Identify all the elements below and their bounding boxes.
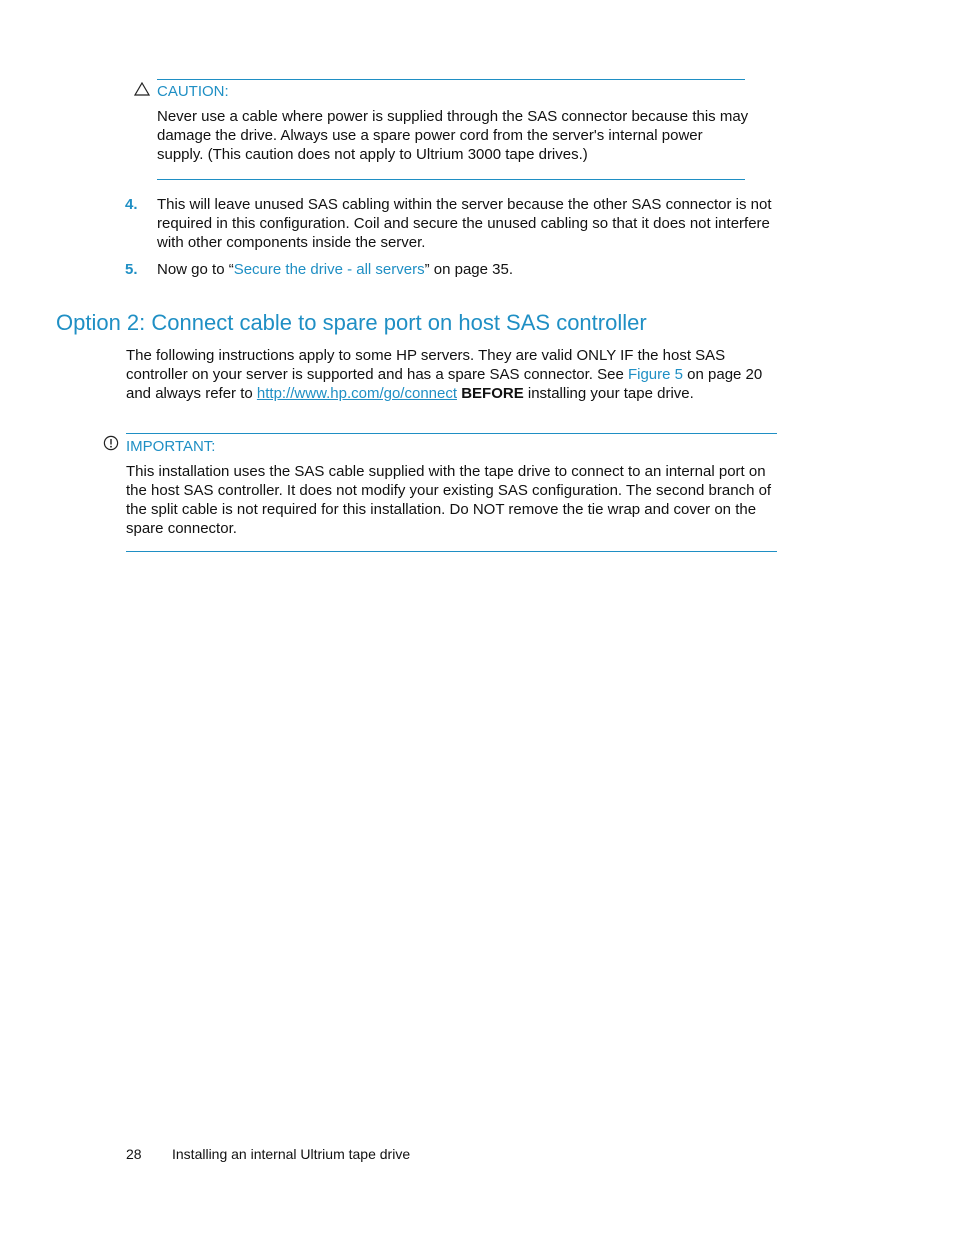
section-intro — [126, 346, 791, 403]
step-number: 5. — [125, 261, 138, 278]
important-top-rule — [126, 433, 777, 434]
step-number: 4. — [125, 196, 138, 213]
caution-text: Never use a cable where power is supplied through the SAS connector because this may damage the drive. Always use a spare power cord from the server's internal power supply. (This caution does not apply to Ultrium 3000 tape drives.) — [157, 108, 749, 163]
caution-bottom-rule — [157, 179, 745, 180]
important-bottom-rule — [126, 551, 777, 552]
step-text — [157, 260, 782, 279]
caution-label: CAUTION: — [157, 83, 229, 100]
important-label: IMPORTANT: — [126, 438, 216, 455]
intro-text: installing your tape drive. — [523, 385, 694, 402]
intro-text: on page 20 and always refer to — [126, 366, 763, 402]
before-bold-text: BEFORE — [461, 385, 524, 402]
secure-drive-link[interactable]: Secure the drive - all servers — [233, 261, 425, 278]
intro-text: The following instructions apply to some HP servers. They are valid ONLY IF the host SAS controller on your server is supported and has a spare SAS connector. See — [126, 347, 726, 383]
caution-top-rule — [157, 79, 745, 80]
footer-title: Installing an internal Ultrium tape drive — [172, 1146, 411, 1162]
step-text-suffix: ” on page 35. — [424, 261, 514, 278]
hp-connect-link[interactable]: http://www.hp.com/go/connect — [256, 385, 458, 402]
page-number: 28 — [126, 1146, 142, 1162]
exclamation-circle-icon — [103, 435, 119, 455]
warning-triangle-icon — [134, 82, 150, 100]
section-heading: Option 2: Connect cable to spare port on host SAS controller — [56, 310, 647, 335]
important-text: This installation uses the SAS cable supplied with the tape drive to connect to an internal port on the host SAS controller. It does not modify your existing SAS configuration. The second branch of the split cable is not required for this installation. Do NOT remove the tie wrap and cover on the spare connector. — [126, 463, 772, 537]
step-text-prefix: Now go to “ — [157, 261, 234, 278]
step-text: This will leave unused SAS cabling within the server because the other SAS connector is not required in this configuration. Coil and secure the unused cabling so that it does not interfere with other components inside the server. — [157, 196, 772, 251]
figure-link[interactable]: Figure 5 — [627, 366, 683, 383]
